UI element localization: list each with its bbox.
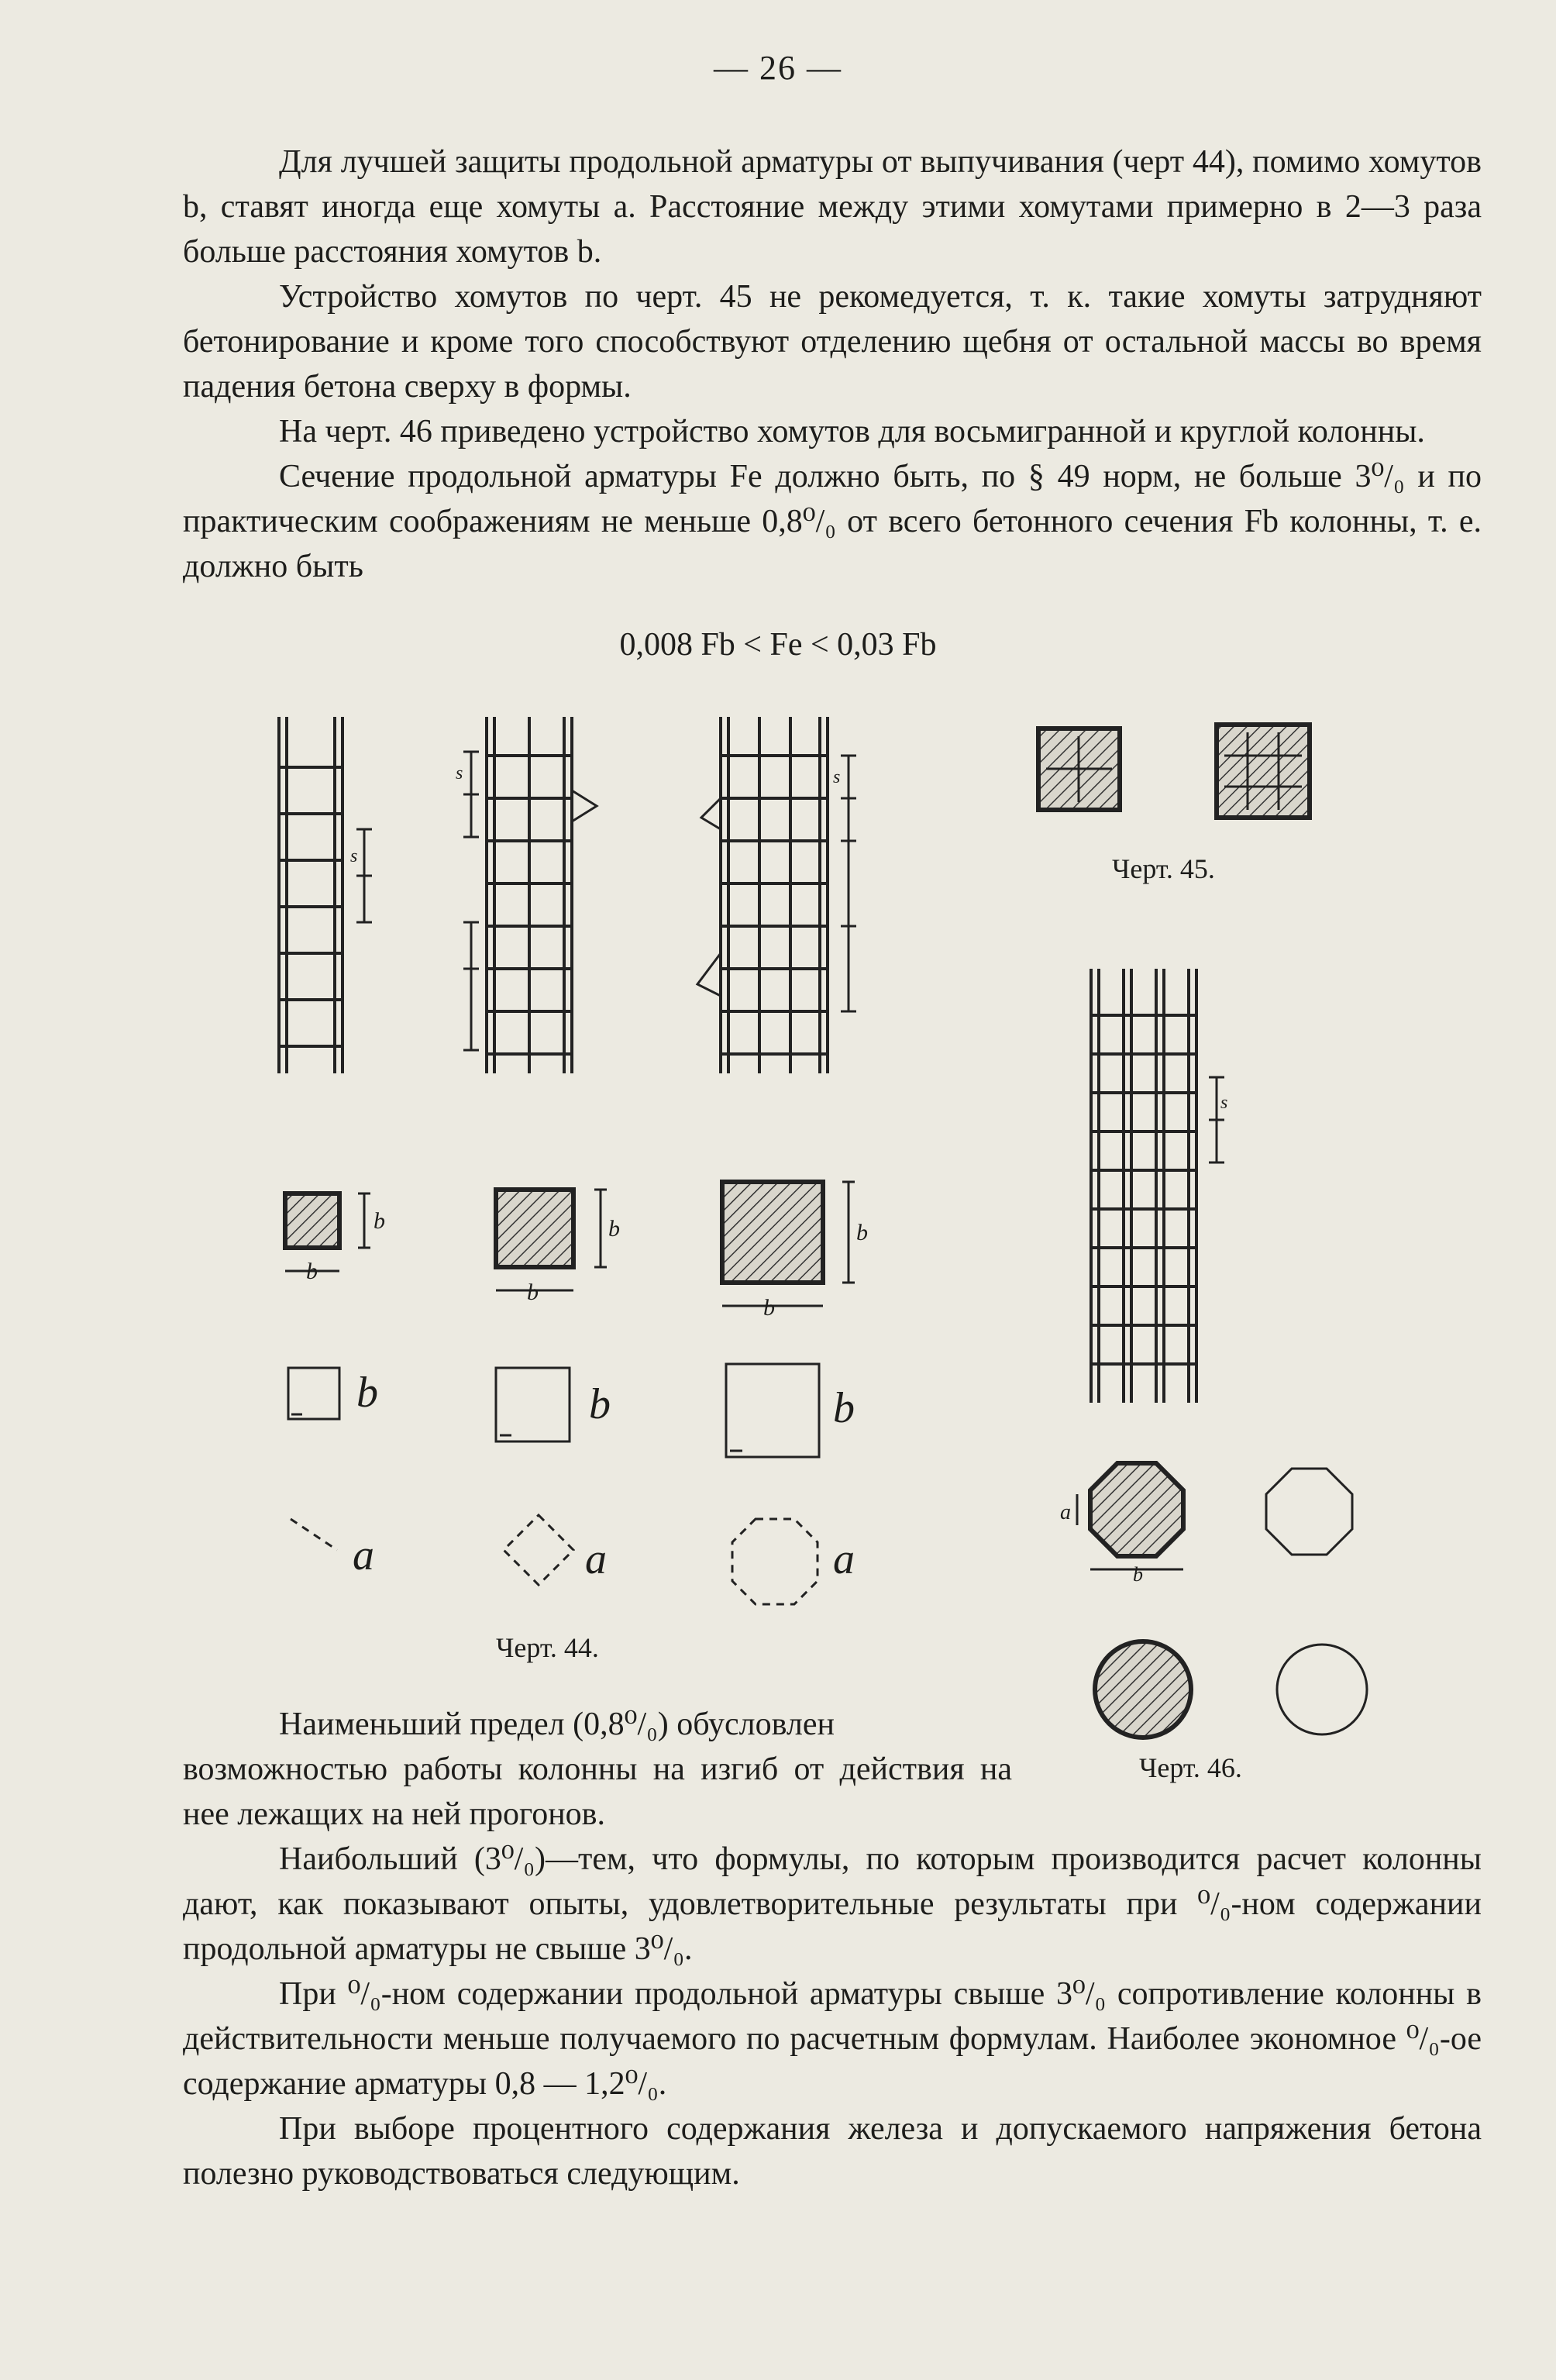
- fig44-caption: Черт. 44.: [496, 1632, 599, 1663]
- fig44-section-1-label-b-v: b: [374, 1208, 385, 1234]
- fig44-hoop-b-3-label: b: [833, 1384, 855, 1432]
- fig44-hoop-b-2-label: b: [589, 1380, 611, 1428]
- paragraph-4: Сечение продольной арматуры Fe должно быть, по § 49 норм, не больше 3⁰/₀ и по практическим соображениям не меньше 0,8⁰/₀ от всего бетонного сечения Fb колонны, т. е. должно быть: [183, 459, 1482, 584]
- fig46-label-b: b: [1133, 1563, 1143, 1586]
- fig44-section-3-label-b-v: b: [856, 1220, 868, 1245]
- fig44-section-2-label-b-h: b: [527, 1280, 539, 1305]
- fig45-caption: Черт. 45.: [1112, 853, 1215, 884]
- fig46-label-a: a: [1060, 1500, 1071, 1524]
- text-block-bottom: [183, 1702, 1482, 2196]
- paragraph-8: При выборе процентного содержания железа и допускаемого напряжения бетона полезно руководствоваться следующим.: [183, 2111, 1482, 2192]
- paragraph-3: На черт. 46 приведено устройство хомутов для восьмигранной и круглой колонны.: [279, 414, 1425, 449]
- fig46-caption: Черт. 46.: [1139, 1752, 1242, 1783]
- fig45-section-2: [1217, 725, 1310, 818]
- paragraph-2: Устройство хомутов по черт. 45 не рекомедуется, т. к. такие хомуты затрудняют бетонирование и кроме того способствуют отделению щебня от остальной массы во время падения бетона сверху в формы.: [183, 279, 1482, 405]
- fig44-hoop-a-1-label: a: [353, 1531, 374, 1579]
- fig44-hoop-a-2-label: a: [585, 1535, 607, 1583]
- fig46-column: [1091, 969, 1224, 1403]
- fig44-column-1: [279, 717, 372, 1073]
- paragraph-7: При ⁰/₀-ном содержании продольной арматуры свыше 3⁰/₀ сопротивление колонны в действительности меньше получаемого по расчетным формулам. Наиболее экономное ⁰/₀-ое содержание арматуры 0,8 — 1,2⁰/₀.: [183, 1976, 1482, 2102]
- fig45-section-1: [1038, 728, 1120, 810]
- fig44-hoop-b-1: [288, 1368, 339, 1419]
- paragraph-5: Наименьший предел (0,8⁰/₀) обусловлен: [279, 1707, 835, 1742]
- fig44-hoop-b-3: [726, 1364, 819, 1457]
- fig44-hoop-a-3: [732, 1519, 818, 1604]
- formula: 0,008 Fb < Fe < 0,03 Fb: [619, 627, 937, 663]
- fig44-hoop-b-2: [496, 1368, 570, 1441]
- fig46-octagon-hoop: [1266, 1469, 1352, 1555]
- fig44-label-s-3: s: [833, 767, 841, 787]
- fig44-hoop-b-1-label: b: [356, 1369, 378, 1417]
- fig44-section-2-label-b-v: b: [608, 1216, 620, 1242]
- fig44-label-s-1: s: [350, 846, 358, 866]
- page-number: — 26 —: [714, 49, 842, 87]
- paragraph-6: Наибольший (3⁰/₀)—тем, что формулы, по которым производится расчет колонны дают, как показывают опыты, удовлетворительные результаты при ⁰/₀-ном содержании продольной арматуры не свыше 3⁰/₀.: [183, 1841, 1482, 1967]
- fig44-section-1: [285, 1193, 370, 1271]
- fig44-hoop-a-3-label: a: [833, 1535, 855, 1583]
- fig44-hoop-a-1: [291, 1519, 337, 1550]
- fig44-section-3: [722, 1182, 855, 1306]
- fig44-section-2: [496, 1190, 607, 1290]
- fig44-hoop-a-2: [504, 1515, 573, 1585]
- fig44-column-2: [463, 717, 597, 1073]
- paragraph-1: Для лучшей защиты продольной арматуры от выпучивания (черт 44), помимо хомутов b, ставят иногда еще хомуты a. Расстояние между этими хомутами примерно в 2—3 раза больше расстояния хомутов b.: [183, 144, 1482, 270]
- fig44-label-s-2: s: [456, 763, 463, 784]
- fig46-label-s: s: [1220, 1093, 1228, 1113]
- fig44-section-3-label-b-h: b: [763, 1295, 775, 1321]
- fig46-octagon-section: [1077, 1463, 1183, 1569]
- paragraph-5-continued: возможностью работы колонны на изгиб от действия на нее лежащих на ней прогонов.: [183, 1751, 1012, 1832]
- fig44-section-1-label-b-h: b: [306, 1259, 318, 1284]
